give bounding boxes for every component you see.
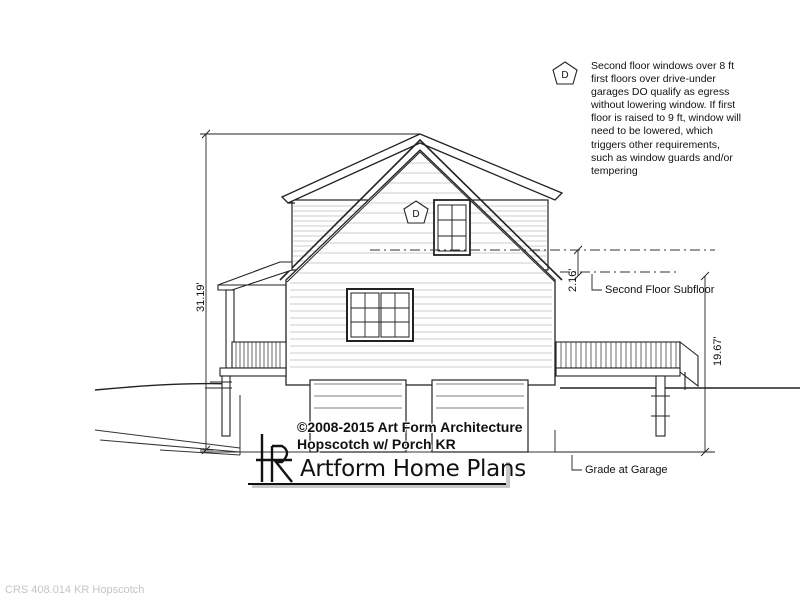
note-line: such as window guards and/or (591, 151, 733, 164)
egress-note (591, 60, 791, 178)
right-deck (556, 342, 698, 436)
window-tag-letter: D (412, 209, 420, 220)
note-line: triggers other requirements, (591, 138, 720, 151)
note-line: tempering (591, 164, 638, 177)
plan-name: Hopscotch w/ Porch KR (297, 436, 456, 452)
brand-name: Artform Home Plans (300, 456, 526, 482)
overall-height-dimension: 31.19' (195, 282, 207, 312)
subfloor-offset-dimension: 2.16' (567, 268, 579, 292)
footer-code: CRS 408.014 KR Hopscotch (5, 584, 145, 596)
attic-window (434, 200, 470, 255)
grade-callout: Grade at Garage (585, 464, 668, 476)
note-line: garages DO qualify as egress (591, 86, 730, 99)
note-line: first floors over drive-under (591, 73, 716, 86)
note-line: need to be lowered, which (591, 125, 713, 138)
copyright-text: ©2008-2015 Art Form Architecture (297, 419, 523, 435)
garage-to-subfloor-dimension: 19.67' (712, 336, 724, 366)
subfloor-callout: Second Floor Subfloor (605, 284, 715, 296)
note-line: without lowering window. If first (591, 99, 736, 112)
note-tag (553, 62, 577, 84)
left-porch (205, 262, 292, 436)
note-tag-letter: D (561, 70, 569, 81)
note-line: Second floor windows over 8 ft (591, 60, 734, 72)
note-line: floor is raised to 9 ft, window will (591, 112, 741, 125)
main-window (347, 289, 413, 341)
